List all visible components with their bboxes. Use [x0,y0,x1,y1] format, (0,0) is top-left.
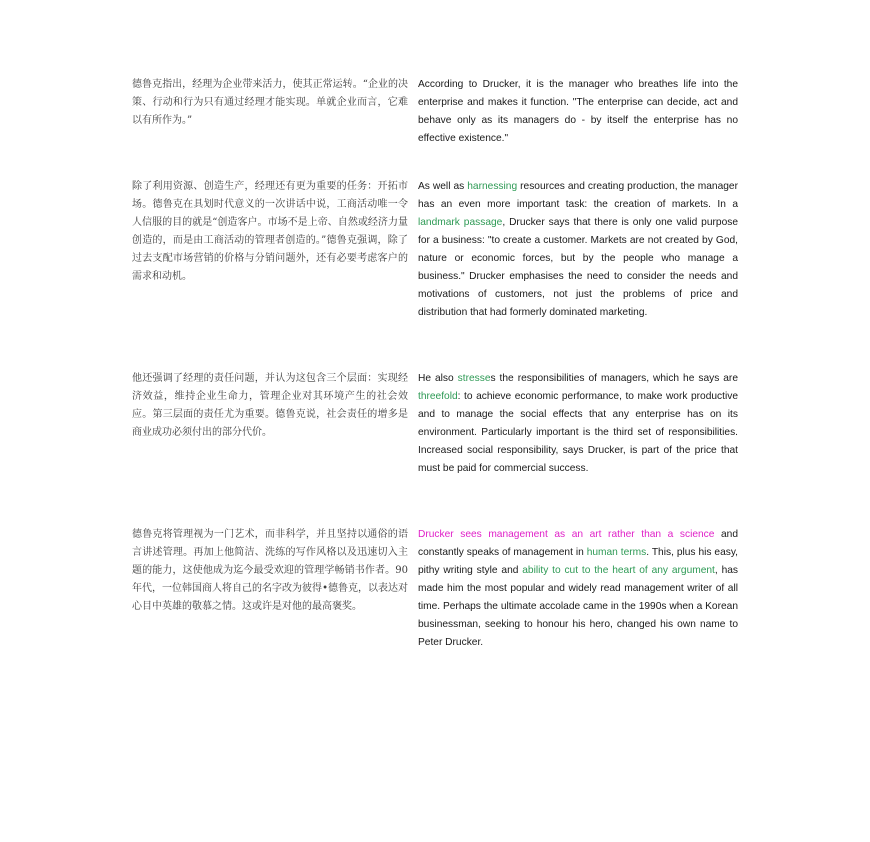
text-segment: As well as [418,181,468,192]
highlighted-phrase: Drucker sees management as an art rather than a science [418,529,715,540]
text-segment: , Drucker says that there is only one valid purpose for a business: "to create a customer. Markets are not created by God, nature or economic forces, but by the people who manage a business." Drucker emphasises the need to consider the needs and motivations of customers, not just the problems of price and distribution that had formerly dominated marketing. [418,217,738,318]
english-paragraph [418,526,738,652]
chinese-paragraph: 他还强调了经理的责任问题，并认为这包含三个层面：实现经济效益，维持企业生命力，管理企业对其环境产生的社会效应。第三层面的责任尤为重要。德鲁克说，社会责任的增多是商业成功必须付出的部分代价。 [132,373,408,438]
text-segment: According to Drucker, it is the manager who breathes life into the enterprise and makes it function. "The enterprise can decide, act and behave only as its managers do - by itself the enterprise has no effective existence." [418,79,738,144]
english-paragraph [418,76,738,148]
text-segment: : to achieve economic performance, to make work productive and to manage the social effects that any enterprise has on its environment. Particularly important is the third set of responsibilities. Increased social responsibility, says Drucker, is part of the price that must be paid for commercial success. [418,391,738,474]
chinese-paragraph: 德鲁克指出，经理为企业带来活力，使其正常运转。“企业的决策、行动和行为只有通过经理才能实现。单就企业而言，它难以有所作为。” [132,79,408,126]
highlighted-phrase: stresse [457,373,491,384]
highlighted-phrase: harnessing [467,181,518,192]
highlighted-phrase: ability to cut to the heart of any argument [522,565,715,576]
highlighted-phrase: threefold [418,391,458,402]
chinese-paragraph: 除了利用资源、创造生产，经理还有更为重要的任务：开拓市场。德鲁克在具划时代意义的一次讲话中说，工商活动唯一令人信服的目的就是“创造客户。市场不是上帝、自然或经济力量创造的，而是由工商活动的管理者创造的。”德鲁克强调，除了过去支配市场营销的价格与分销问题外，还有必要考虑客户的需求和动机。 [132,181,408,282]
highlighted-phrase: human terms [586,547,647,558]
english-paragraph [418,370,738,478]
text-segment: . This, plus his easy, pithy writing style and [418,547,738,576]
chinese-paragraph: 德鲁克将管理视为一门艺术，而非科学，并且坚持以通俗的语言讲述管理。再加上他简洁、洗练的写作风格以及迅速切入主题的能力，这使他成为迄今最受欢迎的管理学畅销书作者。90 年代，一位韩国商人将自己的名字改为彼得•德鲁克，以表达对心目中英雄的敬慕之情。这或许是对他的最高褒奖。 [132,529,408,612]
text-segment: and constantly speaks of management in [418,529,739,558]
text-segment: He also [418,373,458,384]
text-segment: s the responsibilities of managers, which he says are [490,373,738,384]
text-segment: resources and creating production, the manager has an even more important task: the creation of markets. In a [418,181,738,210]
text-segment: , has made him the most popular and widely read management writer of all time. Perhaps the ultimate accolade came in the 1990s when a Korean businessman, seeking to honour his hero, changed his own name to Peter Drucker. [418,565,738,648]
highlighted-phrase: landmark passage [418,217,503,228]
english-paragraph [418,178,738,322]
